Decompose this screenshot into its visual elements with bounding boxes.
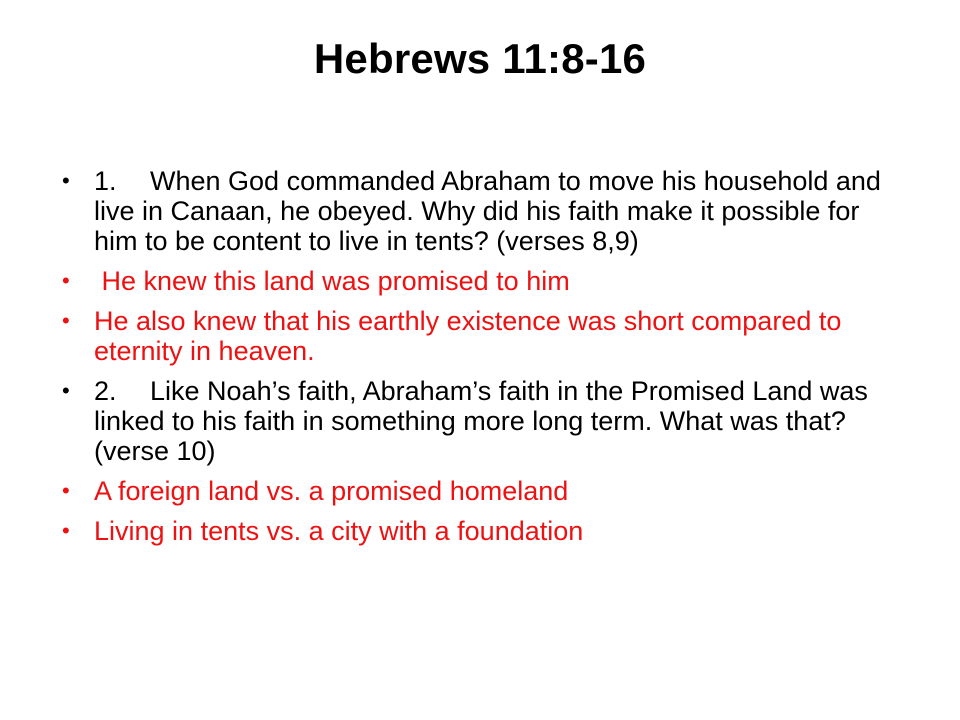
answer-text: He knew this land was promised to him (94, 266, 570, 296)
answer-text: Living in tents vs. a city with a foundation (94, 516, 584, 546)
bullet-item (62, 306, 882, 366)
bullet-item (62, 476, 882, 506)
question-number: 2. (94, 376, 117, 406)
bullet-dot-icon: • (62, 268, 70, 293)
bullet-item (62, 516, 882, 546)
bullet-dot-icon: • (62, 518, 70, 543)
bullet-dot-icon: • (62, 378, 70, 403)
bullet-dot-icon: • (62, 168, 70, 193)
answer-text: He also knew that his earthly existence was short compared to eternity in heaven. (94, 306, 842, 366)
bullet-item (62, 266, 882, 296)
bullet-item (62, 166, 882, 256)
question-number: 1. (94, 166, 117, 196)
question-text: Like Noah’s faith, Abraham’s faith in the Promised Land was linked to his faith in something more long term. What was that? (verse 10) (94, 376, 868, 466)
bullet-dot-icon: • (62, 308, 70, 333)
bullet-dot-icon: • (62, 478, 70, 503)
bullet-item (62, 376, 882, 466)
bullet-list (62, 166, 882, 556)
answer-text: A foreign land vs. a promised homeland (94, 476, 569, 506)
slide-title: Hebrews 11:8-16 (313, 35, 647, 82)
question-text: When God commanded Abraham to move his household and live in Canaan, he obeyed. Why did his faith make it possible for him to be content to live in tents? (verses 8,9) (94, 166, 881, 256)
